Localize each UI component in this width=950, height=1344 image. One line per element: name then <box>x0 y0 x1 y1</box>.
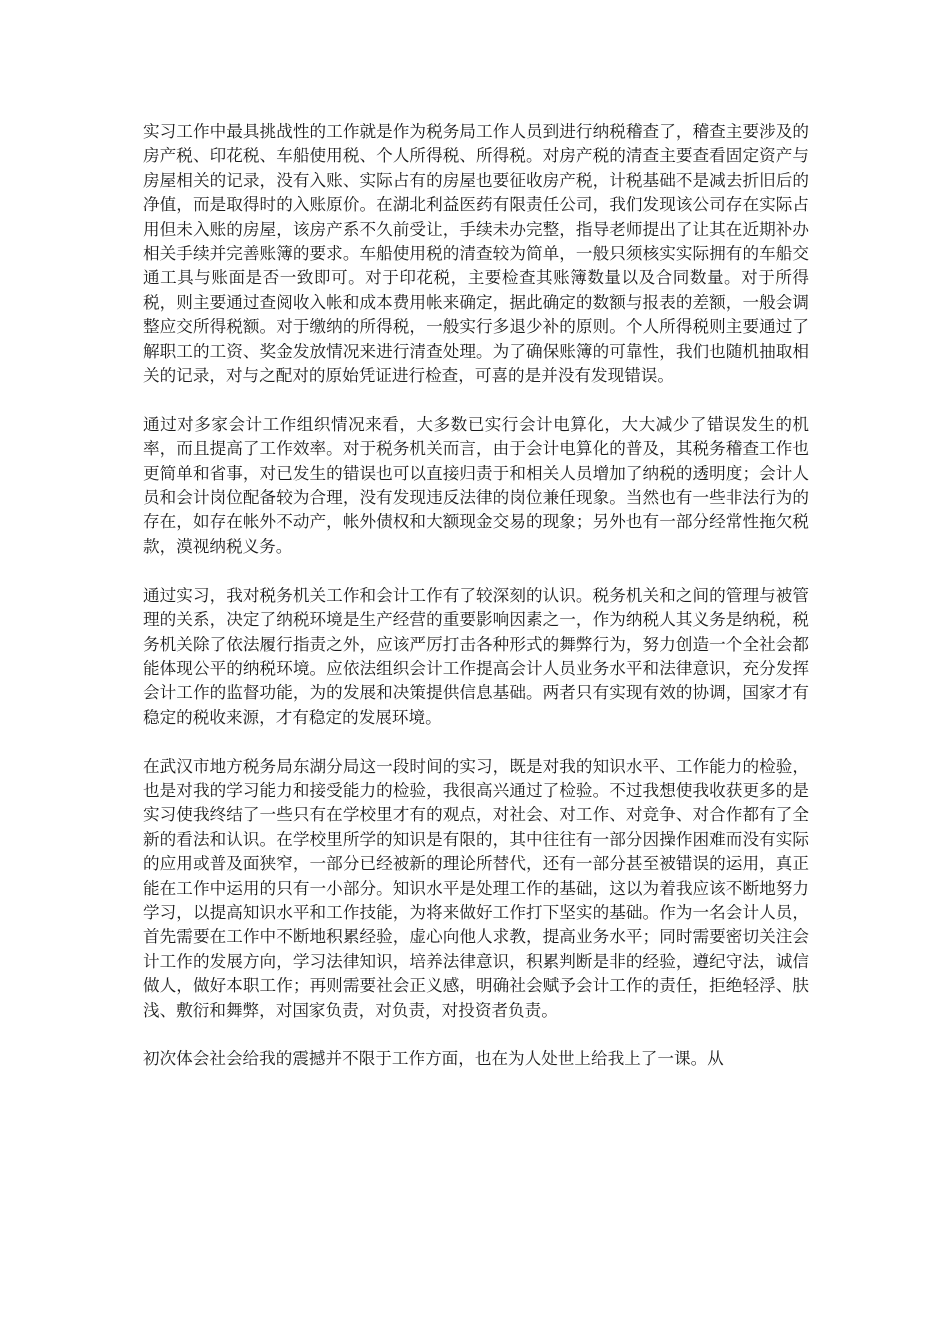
paragraph-internship-reflection: 在武汉市地方税务局东湖分局这一段时间的实习，既是对我的知识水平、工作能力的检验，也是对我的学习能力和接受能力的检验，我很高兴通过了检验。不过我想使我收获更多的是实习使我终结了一些只有在学校里才有的观点，对社会、对工作、对竞争、对合作都有了全新的看法和认识。在学校里所学的知识是有限的，其中往往有一部分因操作困难而没有实际的应用或普及面狭窄，一部分已经被新的理论所替代，还有一部分甚至被错误的运用，真正能在工作中运用的只有一小部分。知识水平是处理工作的基础，这以为着我应该不断地努力学习，以提高知识水平和工作技能，为将来做好工作打下坚实的基础。作为一名会计人员，首先需要在工作中不断地积累经验，虚心向他人求教，提高业务水平；同时需要密切关注会计工作的发展方向，学习法律知识，培养法律意识，积累判断是非的经验，遵纪守法，诚信做人，做好本职工作；再则需要社会正义感，明确社会赋予会计工作的责任，拒绝轻浮、肤浅、敷衍和舞弊，对国家负责，对负责，对投资者负责。 <box>143 756 809 1020</box>
paragraph-accounting-computerization: 通过对多家会计工作组织情况来看，大多数已实行会计电算化，大大减少了错误发生的机率，而且提高了工作效率。对于税务机关而言，由于会计电算化的普及，其税务稽查工作也更简单和省事，对已发生的错误也可以直接归责于和相关人员增加了纳税的透明度；会计人员和会计岗位配备较为合理，没有发现违反法律的岗位兼任现象。当然也有一些非法行为的存在，如存在帐外不动产，帐外债权和大额现金交易的现象；另外也有一部分经常性拖欠税款，漠视纳税义务。 <box>143 414 809 556</box>
document-body <box>143 120 809 1096</box>
paragraph-tax-audit: 实习工作中最具挑战性的工作就是作为税务局工作人员到进行纳税稽查了，稽查主要涉及的房产税、印花税、车船使用税、个人所得税、所得税。对房产税的清查主要查看固定资产与房屋相关的记录，没有入账、实际占有的房屋也要征收房产税，计税基础不是减去折旧后的净值，而是取得时的入账原价。在湖北利益医药有限责任公司，我们发现该公司存在实际占用但未入账的房屋，该房产系不久前受让，手续未办完整，指导老师提出了让其在近期补办相关手续并完善账簿的要求。车船使用税的清查较为简单，一般只须核实实际拥有的车船交通工具与账面是否一致即可。对于印花税，主要检查其账簿数量以及合同数量。对于所得税，则主要通过查阅收入帐和成本费用帐来确定，据此确定的数额与报表的差额，一般会调整应交所得税额。对于缴纳的所得税，一般实行多退少补的原则。个人所得税则主要通过了解职工的工资、奖金发放情况来进行清查处理。为了确保账簿的可靠性，我们也随机抽取相关的记录，对与之配对的原始凭证进行检查，可喜的是并没有发现错误。 <box>143 122 809 386</box>
paragraph-internship-understanding: 通过实习，我对税务机关工作和会计工作有了较深刻的认识。税务机关和之间的管理与被管理的关系，决定了纳税环境是生产经营的重要影响因素之一，作为纳税人其义务是纳税，税务机关除了依法履行指责之外，应该严厉打击各种形式的舞弊行为，努力创造一个全社会都能体现公平的纳税环境。应依法组织会计工作提高会计人员业务水平和法律意识，充分发挥会计工作的监督功能，为的发展和决策提供信息基础。两者只有实现有效的协调，国家才有稳定的税收来源，才有稳定的发展环境。 <box>143 585 809 727</box>
paragraph-social-experience: 初次体会社会给我的震撼并不限于工作方面，也在为人处世上给我上了一课。从 <box>143 1049 724 1069</box>
